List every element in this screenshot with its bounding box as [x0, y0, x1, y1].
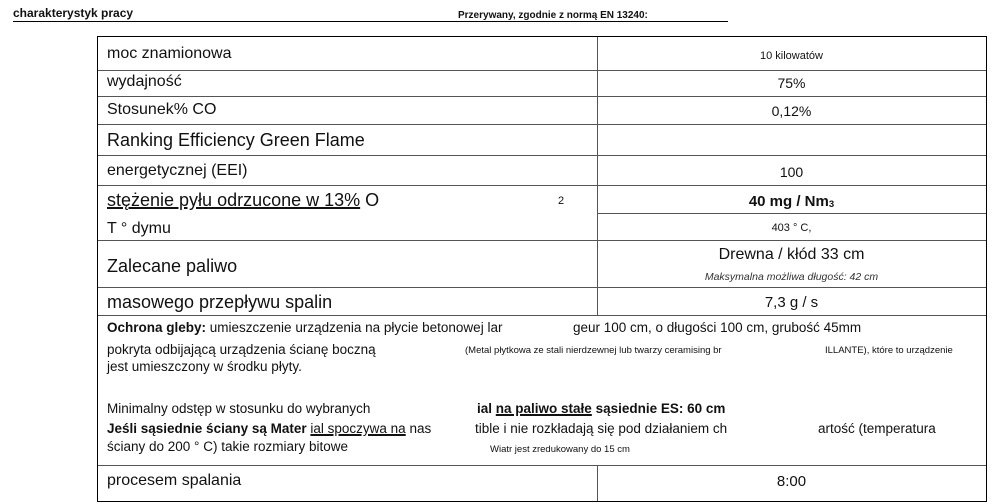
dust-label-row	[107, 190, 379, 211]
distance-line-3b: Wiatr jest zredukowany do 15 cm	[490, 444, 630, 455]
smoke-value: 403 ° C,	[771, 222, 812, 234]
power-value: 10 kilowatów	[760, 50, 823, 62]
eei-value: 100	[779, 164, 804, 180]
distance-text-a: ial	[477, 401, 493, 416]
row-divider	[98, 287, 986, 288]
row-divider	[98, 185, 986, 186]
protection-heading: Ochrona gleby:	[107, 320, 207, 335]
protection-text: umieszczenie urządzenia na płycie betonowej lar	[209, 320, 503, 335]
distance-line-2	[107, 421, 431, 436]
row-divider	[98, 315, 986, 316]
co-value: 0,12%	[771, 103, 812, 119]
row-divider	[98, 240, 986, 241]
distance-text-e: ial spoczywa na	[310, 421, 406, 436]
fuel-label: Zalecane paliwo	[107, 256, 238, 276]
smoke-label: T ° dymu	[107, 220, 171, 237]
protection-line-2c: ILLANTE), które to urządzenie	[825, 345, 953, 356]
distance-line-2b: tible i nie rozkładają się pod działaniem ch	[475, 421, 728, 436]
protection-line-2: pokryta odbijającą urządzenia ścianę boczną	[107, 342, 376, 357]
distance-line-3: ściany do 200 ° C) takie rozmiary bitowe	[107, 439, 348, 454]
norm-label: Przerywany, zgodnie z normą EN 13240:	[458, 10, 648, 21]
row-divider	[98, 96, 986, 97]
distance-text-c: sąsiednie ES: 60 cm	[595, 401, 726, 416]
header-rule	[13, 21, 728, 22]
protection-line-2b: (Metal płytkowa ze stali nierdzewnej lub twarzy ceramising br	[465, 345, 722, 356]
distance-line-1b	[477, 401, 725, 416]
dust-subscript: 2	[558, 195, 565, 207]
distance-text-f: nas	[409, 421, 432, 436]
fuel-value: Drewna / kłód 33 cm	[718, 246, 865, 263]
efficiency-value: 75%	[777, 75, 806, 91]
dust-value-row	[597, 193, 986, 210]
eei-label: energetycznej (EEI)	[107, 162, 248, 179]
row-divider	[98, 465, 986, 466]
fuel-note: Maksymalna możliwa długość: 42 cm	[704, 271, 879, 283]
protection-line-1b: geur 100 cm, o długości 100 cm, grubość 45mm	[573, 320, 862, 335]
row-divider	[98, 124, 986, 125]
document-title: charakterystyk pracy	[13, 6, 134, 20]
row-divider	[98, 155, 986, 156]
power-label: moc znamionowa	[107, 45, 232, 62]
dust-suffix: O	[365, 190, 380, 210]
efficiency-label: wydajność	[107, 73, 182, 90]
distance-line-2c: artość (temperatura	[818, 421, 936, 436]
distance-line-1: Minimalny odstęp w stosunku do wybranych	[107, 401, 371, 416]
flow-value: 7,3 g / s	[764, 294, 819, 311]
dust-value: 40 mg / Nm	[748, 193, 829, 210]
dust-label: stężenie pyłu odrzucone w 13%	[107, 190, 361, 210]
co-label: Stosunek% CO	[107, 101, 217, 118]
combustion-value: 8:00	[776, 473, 807, 490]
distance-text-b: na paliwo stałe	[495, 401, 592, 416]
protection-line-1	[107, 320, 502, 335]
protection-line-3: jest umieszczony w środku płyty.	[107, 359, 302, 374]
distance-text-d: Jeśli sąsiednie ściany są Mater	[107, 421, 307, 436]
row-divider	[597, 213, 986, 214]
dust-value-superscript: 3	[828, 199, 835, 210]
flow-label: masowego przepływu spalin	[107, 292, 333, 312]
row-divider	[98, 70, 986, 71]
combustion-label: procesem spalania	[107, 472, 242, 489]
ranking-label: Ranking Efficiency Green Flame	[107, 130, 365, 150]
